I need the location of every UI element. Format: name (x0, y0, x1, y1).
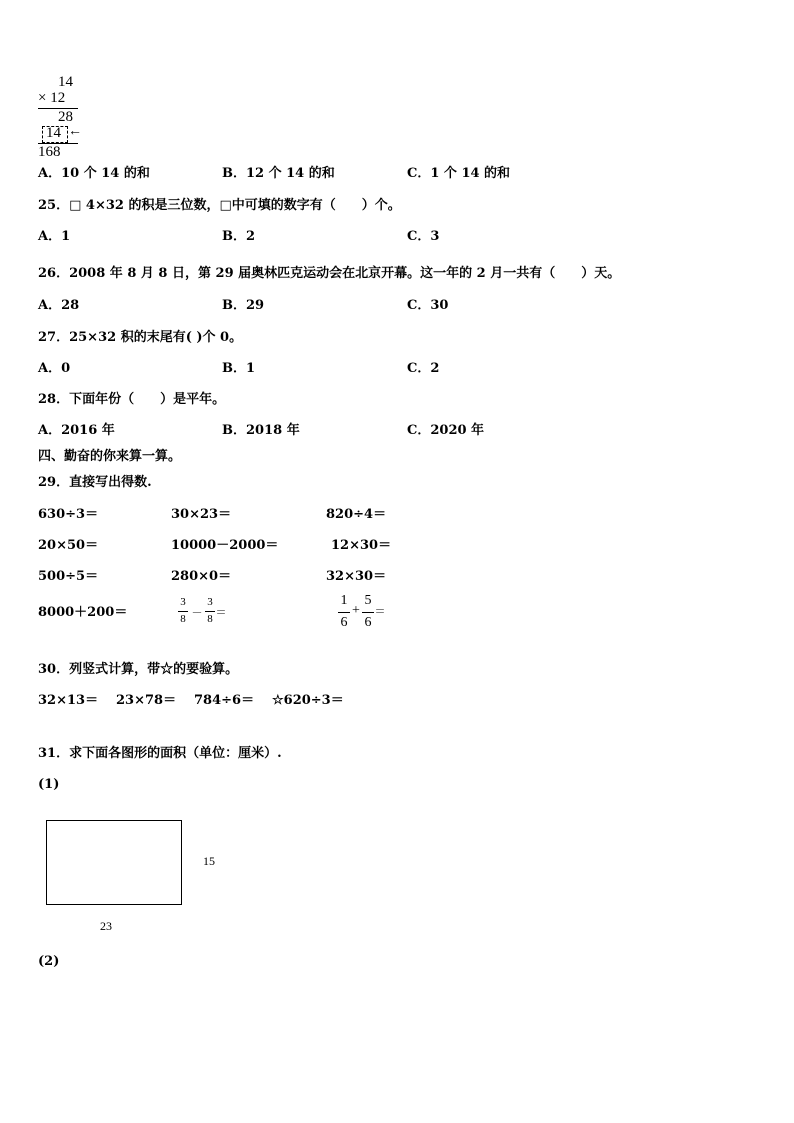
q24-option-a: A．10 个 14 的和 (38, 166, 150, 181)
equals-sign: ＝ (215, 607, 227, 619)
calc-item: 12×30＝ (331, 538, 392, 553)
q24-option-c: C．1 个 14 的和 (407, 166, 511, 181)
calc-item: 784÷6＝ (194, 693, 255, 708)
q25-option-b: B．2 (222, 229, 256, 244)
q26-option-c: C．30 (407, 298, 449, 313)
calc-item: 30×23＝ (171, 507, 232, 522)
fraction-denominator: 8 (207, 613, 213, 625)
fraction-numerator: 3 (207, 596, 213, 608)
calc-item: ☆620÷3＝ (272, 693, 344, 708)
q24-option-b: B．12 个 14 的和 (222, 166, 335, 181)
q27-option-b: B．1 (222, 361, 256, 376)
q27-option-a: A．0 (38, 361, 71, 376)
fraction-bar (338, 612, 350, 613)
q25-text: 25．□ 4×32 的积是三位数，□中可填的数字有（ ）个。 (38, 198, 401, 213)
calc-item: 820÷4＝ (326, 507, 387, 522)
partial-product-2: 14 (46, 125, 61, 141)
equals-sign: ＝ (374, 606, 386, 618)
q30-text: 30．列竖式计算，带☆的要验算。 (38, 662, 239, 677)
fraction-denominator: 6 (364, 615, 372, 630)
height-label: 15 (203, 854, 215, 868)
fraction-numerator: 3 (180, 596, 186, 608)
q28-text: 28．下面年份（ ）是平年。 (38, 392, 226, 407)
partial-product-1: 28 (58, 109, 73, 125)
calc-item: 23×78＝ (116, 693, 177, 708)
q26-text: 26．2008 年 8 月 8 日，第 29 届奥林匹克运动会在北京开幕。这一年的 2 月一共有（ ）天。 (38, 266, 621, 281)
width-label: 23 (100, 919, 112, 933)
q27-text: 27．25×32 积的末尾有( )个 0。 (38, 330, 243, 345)
multiplier: × 12 (38, 90, 66, 106)
q28-option-b: B．2018 年 (222, 423, 300, 438)
fraction-bar (178, 611, 188, 612)
rectangle-figure (46, 820, 182, 905)
q26-option-b: B．29 (222, 298, 265, 313)
multiplicand: 14 (58, 74, 73, 90)
q28-option-a: A．2016 年 (38, 423, 115, 438)
arrow-icon: ← (68, 124, 82, 139)
q25-option-a: A．1 (38, 229, 71, 244)
fraction-numerator: 1 (340, 593, 348, 608)
q28-option-c: C．2020 年 (407, 423, 485, 438)
q29-text: 29．直接写出得数. (38, 475, 152, 490)
section-heading: 四、勤奋的你来算一算。 (38, 449, 182, 464)
fraction-denominator: 8 (180, 613, 186, 625)
q26-option-a: A．28 (38, 298, 80, 313)
vertical-multiplication (38, 74, 88, 164)
operator: + (352, 603, 360, 618)
q27-option-c: C．2 (407, 361, 440, 376)
calc-item: 280×0＝ (171, 569, 232, 584)
calc-item: 8000＋200＝ (38, 605, 128, 620)
fraction-bar (205, 611, 215, 612)
operator: － (191, 607, 203, 619)
calc-item: 10000－2000＝ (171, 538, 279, 553)
calc-item: 32×13＝ (38, 693, 99, 708)
fraction-denominator: 6 (340, 615, 348, 630)
part-label: (2) (38, 954, 60, 969)
q25-option-c: C．3 (407, 229, 440, 244)
calc-item: 32×30＝ (326, 569, 387, 584)
calc-item: 630÷3＝ (38, 507, 99, 522)
product: 168 (38, 144, 61, 160)
fraction-numerator: 5 (364, 593, 372, 608)
fraction-bar (362, 612, 374, 613)
q31-text: 31．求下面各图形的面积（单位：厘米）. (38, 746, 282, 761)
fraction-expression (338, 593, 398, 635)
fraction-expression (178, 596, 238, 632)
part-label: (1) (38, 777, 60, 792)
calc-item: 20×50＝ (38, 538, 99, 553)
calc-item: 500÷5＝ (38, 569, 99, 584)
